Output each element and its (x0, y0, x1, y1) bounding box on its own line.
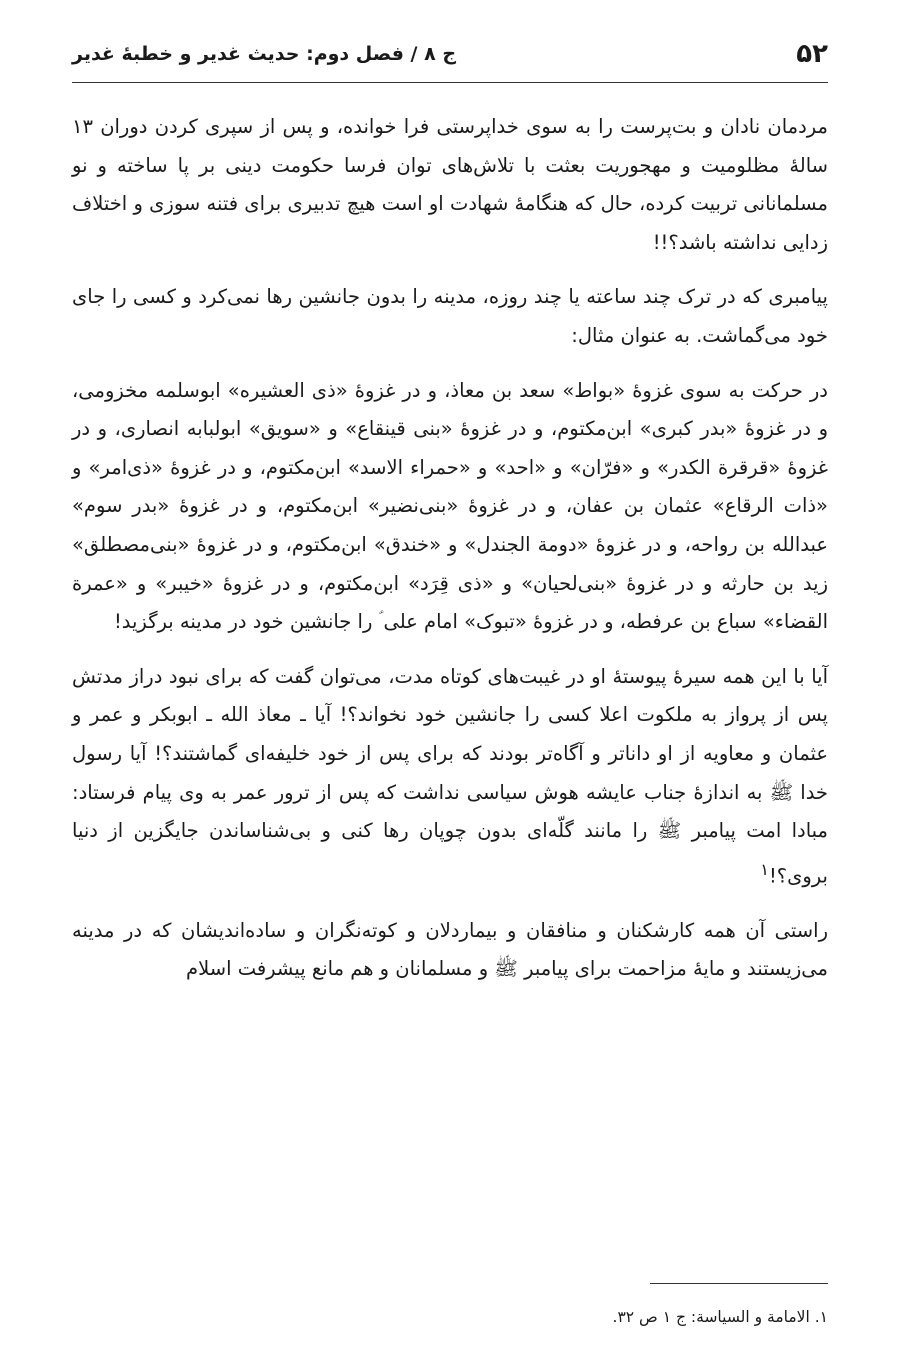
main-text (72, 108, 828, 989)
page-header (72, 34, 828, 74)
paragraph-3: در حرکت به سوی غزوهٔ «بواط» سعد بن معاذ، و در غزوهٔ «ذی العشیره» ابوسلمه مخزومی، و در غزوهٔ «بدر کبری» ابن‌مکتوم، و در غزوهٔ «بنی قینقاع» و «سویق» ابولبابه انصاری، و در غزوهٔ «قرقرة الکدر» و «فرّان» و «احد» و «حمراء الاسد» ابن‌مکتوم، و در غزوهٔ «ذی‌امر» و «ذات الرقاع» عثمان بن عفان، و در غزوهٔ «بنی‌نضیر» ابن‌مکتوم، و در غزوهٔ «بدر سوم» عبدالله بن رواحه، و در غزوهٔ «دومة الجندل» و «خندق» ابن‌مکتوم، و در غزوهٔ «بنی‌مصطلق» زید بن حارثه و در غزوهٔ «بنی‌لحیان» و «ذی قِرَد» ابن‌مکتوم، و در غزوهٔ «خیبر» و «عمرة القضاء» سباع بن عرفطه، و در غزوهٔ «تبوک» امام علی ؑ را جانشین خود در مدینه برگزید! (72, 378, 828, 634)
footnote: ۱. الامامة و السیاسة: ج ۱ ص ۳۲. (612, 1308, 828, 1326)
paragraph-4 (72, 658, 828, 896)
footnote-marker: ۱ (760, 859, 769, 879)
footnote-rule (650, 1283, 828, 1284)
paragraph-1: مردمان نادان و بت‌پرست را به سوی خداپرستی فرا خوانده، و پس از سپری کردن دوران ۱۳ سالهٔ مظلومیت و مهجوریت بعثت با تلاش‌های توان فرسا حکومت دینی بر پا ساخته و نو مسلمانانی تربیت کرده، حال که هنگامهٔ شهادت او است هیچ تدبیری برای فتنه سوزی و اختلاف زدایی نداشته باشد؟!! (72, 115, 828, 254)
paragraph-5: راستی آن همه کارشکنان و منافقان و بیماردلان و کوته‌نگران و ساده‌اندیشان که در مدینه می‌زیستند و مایهٔ مزاحمت برای پیامبر ﷺ و مسلمانان و هم مانع پیشرفت اسلام (72, 918, 828, 981)
paragraph-2: پیامبری که در ترک چند ساعته یا چند روزه، مدینه را بدون جانشین رها نمی‌کرد و کسی را جای خود می‌گماشت. به عنوان مثال: (72, 285, 828, 347)
header-rule (72, 82, 828, 83)
running-title: ج ۸ / فصل دوم: حدیث غدیر و خطبهٔ غدیر (72, 43, 457, 65)
paragraph-4-text: آیا با این همه سیرهٔ پیوستهٔ او در غیبت‌های کوتاه مدت، می‌توان گفت که برای نبود دراز مدتش پس از پرواز به ملکوت اعلا کسی را جانشین خود نخواند؟! آیا ـ معاذ الله ـ ابوبکر و عمر و عثمان و معاویه از او داناتر و آگاه‌تر بودند که برای پس از خود خلیفه‌ای گماشتند؟! آیا رسول خدا ﷺ به اندازهٔ جناب عایشه هوش سیاسی نداشت که پس از ترور عمر به وی پیام فرستاد: مبادا امت پیامبر ﷺ را مانند گلّه‌ای بدون چوپان رها کنی و بی‌شناساندن جایگزین از دنیا بروی؟! (72, 664, 828, 888)
page-number: ۵۲ (796, 39, 828, 69)
